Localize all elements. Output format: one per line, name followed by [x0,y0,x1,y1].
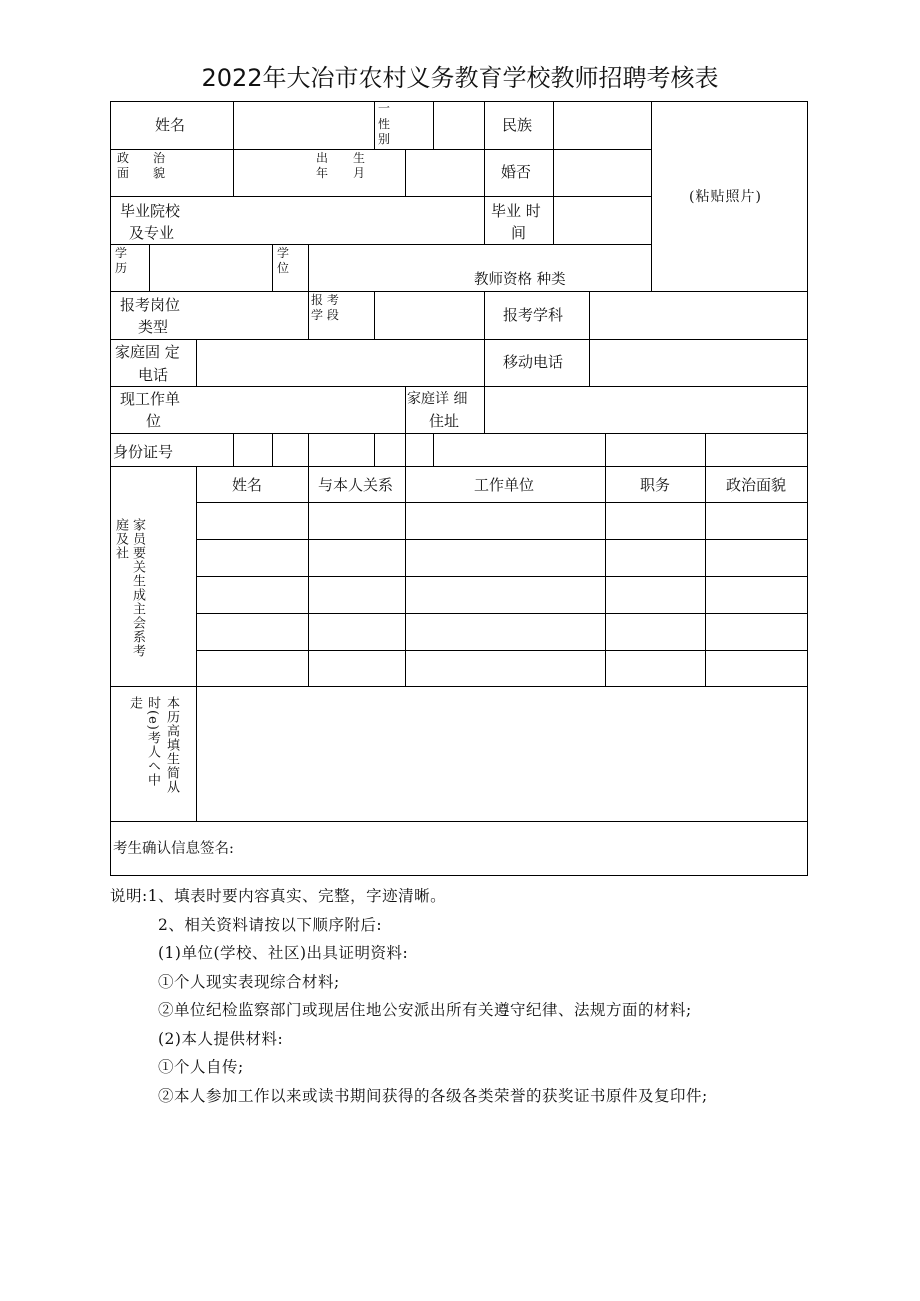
stage-field[interactable] [375,292,484,339]
birth-label-2: 生 [353,151,366,165]
notes [110,882,708,1110]
address-field[interactable] [485,387,807,433]
address-label-1: 家庭详 细 [407,391,468,407]
stage-label-1: 报 考 [311,293,339,307]
gender-label-2: 别 [378,132,391,146]
stage-label-2: 学 段 [311,308,339,322]
family-row[interactable] [197,577,807,613]
resume-label-col3: 本历高填生简从 [164,696,179,794]
degree-label-2: 位 [277,261,290,275]
ethnicity-field[interactable] [554,102,651,149]
work-unit-label-2: 位 [146,412,162,430]
marriage-field[interactable] [554,150,651,196]
note-line: (2)本人提供材料: [158,1029,284,1048]
birth-field[interactable] [406,150,484,196]
name-label: 姓名 [155,116,186,134]
teacher-cert-label: 教师资格 种类 [474,272,566,288]
education-field[interactable] [150,245,272,291]
grad-time-label-2: 间 [511,224,527,242]
family-row[interactable] [197,651,807,686]
gender-field[interactable] [434,102,484,149]
resume-label-col2: 时(e)考人ヘ中 [145,696,160,787]
work-unit-label-1: 现工作单 [120,390,181,408]
id-number-field[interactable] [234,434,807,466]
note-line: 2、相关资料请按以下顺序附后: [158,915,383,934]
work-unit-field[interactable] [196,387,405,433]
gender-label-1: 性 [378,117,391,131]
note-line: ①个人自传; [158,1058,244,1076]
id-number-label: 身份证号 [113,443,174,461]
note-line: 说明:1、填表时要内容真实、完整，字迹清晰。 [110,887,447,905]
note-line: (1)单位(学校、社区)出具证明资料: [158,944,409,962]
note-line: ①个人现实表现综合材料; [158,972,340,991]
political-label-1: 政 [117,151,130,165]
birth-label-1: 出 [316,151,329,165]
school-label-1: 毕业院校 [120,202,181,220]
photo-placeholder: (粘贴照片) [689,189,762,205]
grad-time-field[interactable] [554,197,651,244]
address-label-2: 住址 [429,412,460,430]
subject-field[interactable] [590,292,807,339]
form-title: 2022年大冶市农村义务教育学校教师招聘考核表 [201,64,719,92]
ethnicity-label: 民族 [502,116,533,134]
education-label-2: 历 [115,261,128,275]
post-type-label-2: 类型 [138,318,169,336]
family-header-relation: 与本人关系 [318,476,394,494]
degree-label-1: 学 [277,246,290,260]
education-label-1: 学 [115,246,128,260]
family-row[interactable] [197,503,807,539]
family-label-col2: 家员要关生成主会系考 [130,518,145,658]
mobile-field[interactable] [590,340,807,386]
gender-mark: 一 [378,101,391,115]
birth-label-4: 月 [353,166,366,180]
photo-area[interactable] [652,102,807,291]
political-field[interactable] [234,150,314,196]
mobile-label: 移动电话 [503,353,564,371]
grad-time-label-1: 毕业 时 [491,202,541,220]
signature-label: 考生确认信息签名: [113,841,234,857]
resume-label-col1: 走 [127,696,142,710]
political-label-2: 治 [153,151,166,165]
political-label-4: 貌 [153,166,166,180]
post-type-field[interactable] [196,292,308,339]
note-line: ②单位纪检监察部门或现居住地公安派出所有关遵守纪律、法规方面的材料; [158,1001,692,1019]
family-row[interactable] [197,540,807,576]
school-field[interactable] [196,197,484,244]
family-row[interactable] [197,614,807,650]
resume-field[interactable] [197,687,807,821]
birth-label-3: 年 [316,166,329,180]
school-label-2: 及专业 [129,224,175,242]
family-header-name: 姓名 [232,476,263,494]
name-field[interactable] [234,102,374,149]
family-header-political: 政治面貌 [726,476,787,494]
note-line: ②本人参加工作以来或读书期间获得的各级各类荣誉的获奖证书原件及复印件; [158,1086,708,1105]
home-phone-label-1: 家庭固 定 [115,343,180,361]
political-label-3: 面 [117,166,130,180]
post-type-label-1: 报考岗位 [120,296,181,314]
teacher-cert-field[interactable] [309,245,651,269]
marriage-label: 婚否 [501,163,532,181]
home-phone-field[interactable] [197,340,484,386]
home-phone-label-2: 电话 [138,366,169,384]
family-label-col1: 庭及社 [113,518,128,560]
family-header-work-unit: 工作单位 [474,476,535,494]
signature-field[interactable] [270,822,807,875]
family-header-position: 职务 [640,476,671,494]
subject-label: 报考学科 [503,306,564,324]
